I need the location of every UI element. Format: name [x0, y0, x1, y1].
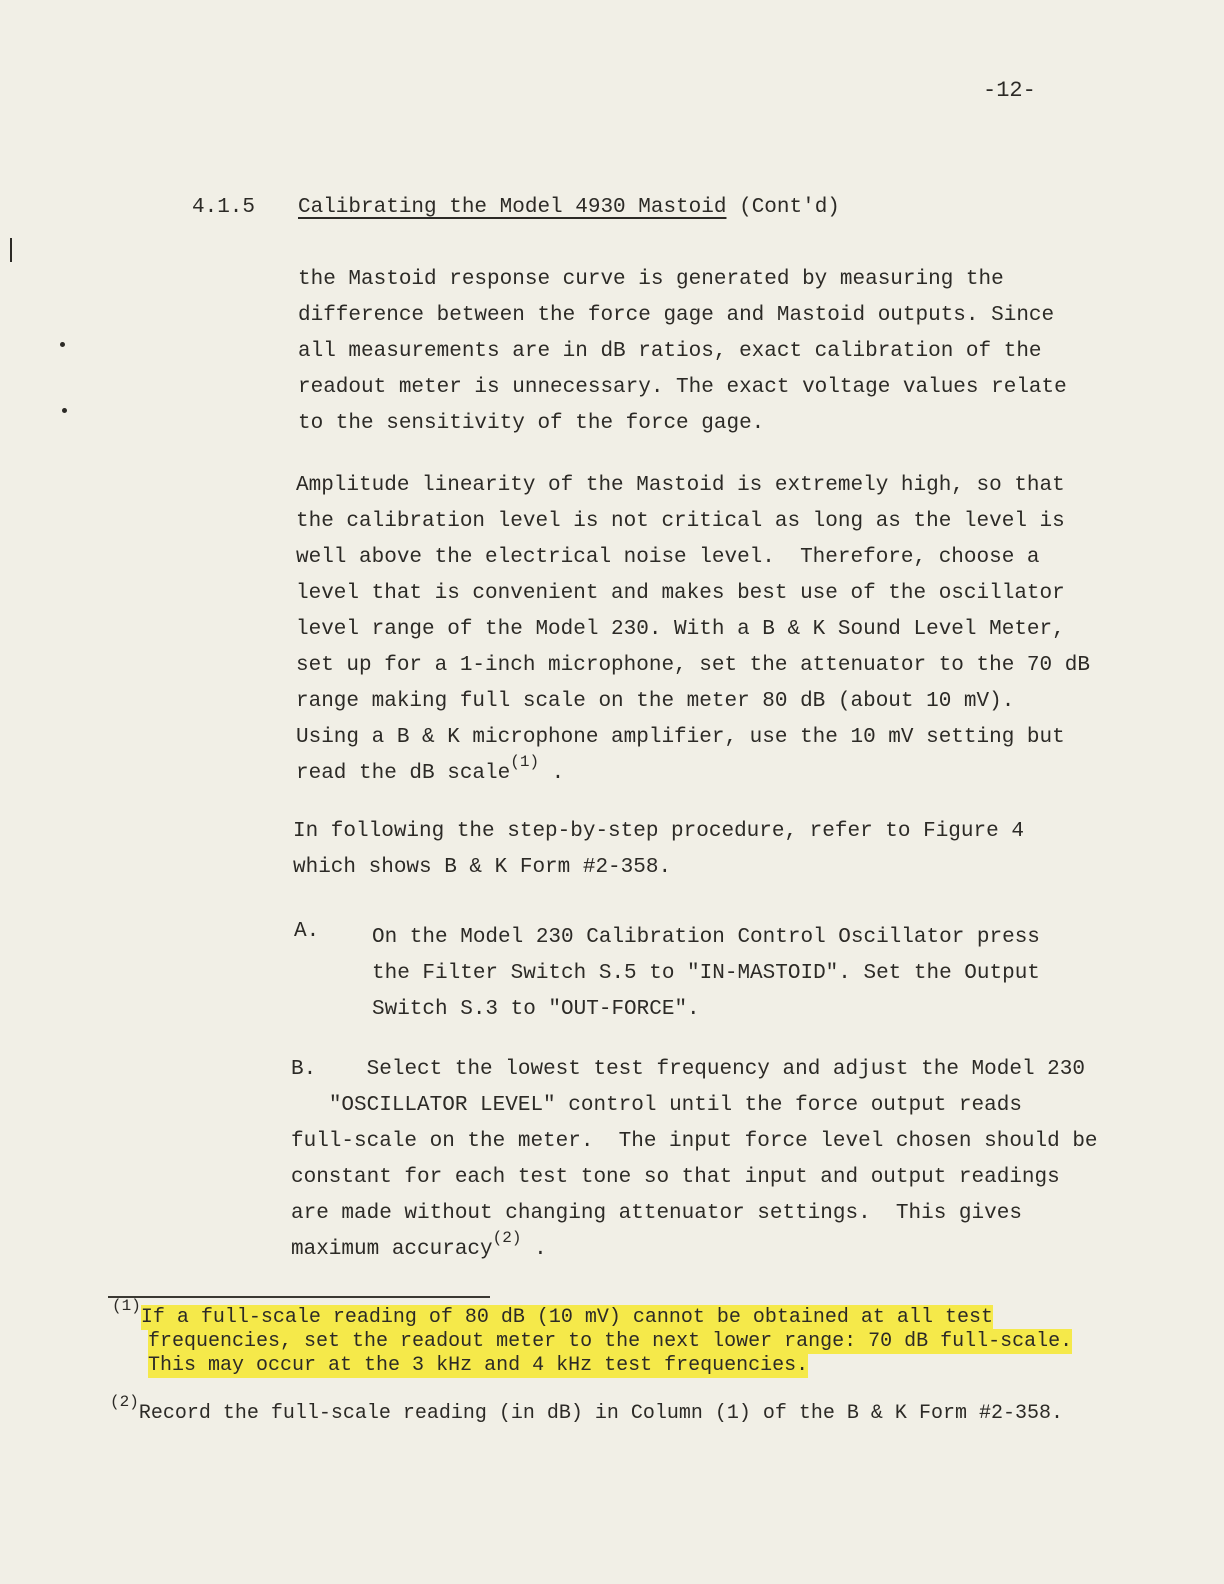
paragraph-amplitude-end: . — [551, 762, 565, 785]
footnote-ref-1: (1) — [510, 753, 540, 771]
footnote-1-mark: (1) — [112, 1297, 141, 1315]
item-b-end: . — [534, 1238, 547, 1261]
footnote-1 — [112, 1297, 1073, 1378]
section-continued: (Cont'd) — [739, 196, 840, 219]
section-title: Calibrating the Model 4930 Mastoid — [298, 196, 727, 219]
footnote-2-text: Record the full-scale reading (in dB) in Column (1) of the B & K Form #2-358. — [138, 1402, 1063, 1425]
footnote-1-line-2: frequencies, set the readout meter to the next lower range: 70 dB full-scale. — [148, 1330, 1073, 1353]
item-b-letter: B. — [291, 1058, 317, 1081]
item-b-body: "OSCILLATOR LEVEL" control until the force output reads full-scale on the meter. The input force level chosen should be constant for each test tone so that input and output readings are made without changing attenuator settings. This gives maximum accuracy — [291, 1094, 1098, 1261]
paragraph-amplitude-linearity — [296, 468, 1090, 792]
page-number: -12- — [983, 78, 1036, 103]
footnote-2 — [110, 1393, 1063, 1426]
paragraph-step-intro: In following the step-by-step procedure, refer to Figure 4 which shows B & K Form #2-358. — [293, 820, 1024, 879]
paragraph-response-curve: the Mastoid response curve is generated by measuring the difference between the force gage and Mastoid outputs. Since all measurements are in dB ratios, exact calibration of the readout meter is unnecessary. The exact voltage values relate to the sensitivity of the force gage. — [298, 268, 1067, 435]
margin-speck — [62, 408, 67, 413]
paragraph-amplitude-body: Amplitude linearity of the Mastoid is extremely high, so that the calibration level is not critical as long as the level is well above the electrical noise level. Therefore, choose a level that is convenient and makes best use of the oscillator level range of the Model 230. With a B & K Sound Level Meter, set up for a 1-inch microphone, set the attenuator to the 70 dB range making full scale on the meter 80 dB (about 10 mV). Using a B & K microphone amplifier, use the 10 mV setting but read the dB scale — [296, 474, 1090, 785]
item-b-first-line: Select the lowest test frequency and adjust the Model 230 — [366, 1058, 1085, 1081]
item-a-letter: A. — [294, 920, 320, 943]
section-number: 4.1.5 — [192, 196, 256, 219]
binding-mark — [10, 238, 12, 262]
footnote-1-line-1: If a full-scale reading of 80 dB (10 mV) cannot be obtained at all test — [140, 1306, 993, 1329]
section-heading — [298, 196, 840, 219]
footnote-divider — [108, 1296, 490, 1298]
margin-speck — [60, 342, 65, 347]
footnote-2-mark: (2) — [110, 1393, 139, 1411]
footnote-1-line-3: This may occur at the 3 kHz and 4 kHz test frequencies. — [148, 1354, 809, 1377]
item-b — [291, 1052, 1098, 1268]
item-a-text: On the Model 230 Calibration Control Oscillator press the Filter Switch S.5 to "IN-MASTOID". Set the Output Switch S.3 to "OUT-FORCE". — [372, 926, 1040, 1021]
footnote-ref-2: (2) — [492, 1229, 522, 1247]
